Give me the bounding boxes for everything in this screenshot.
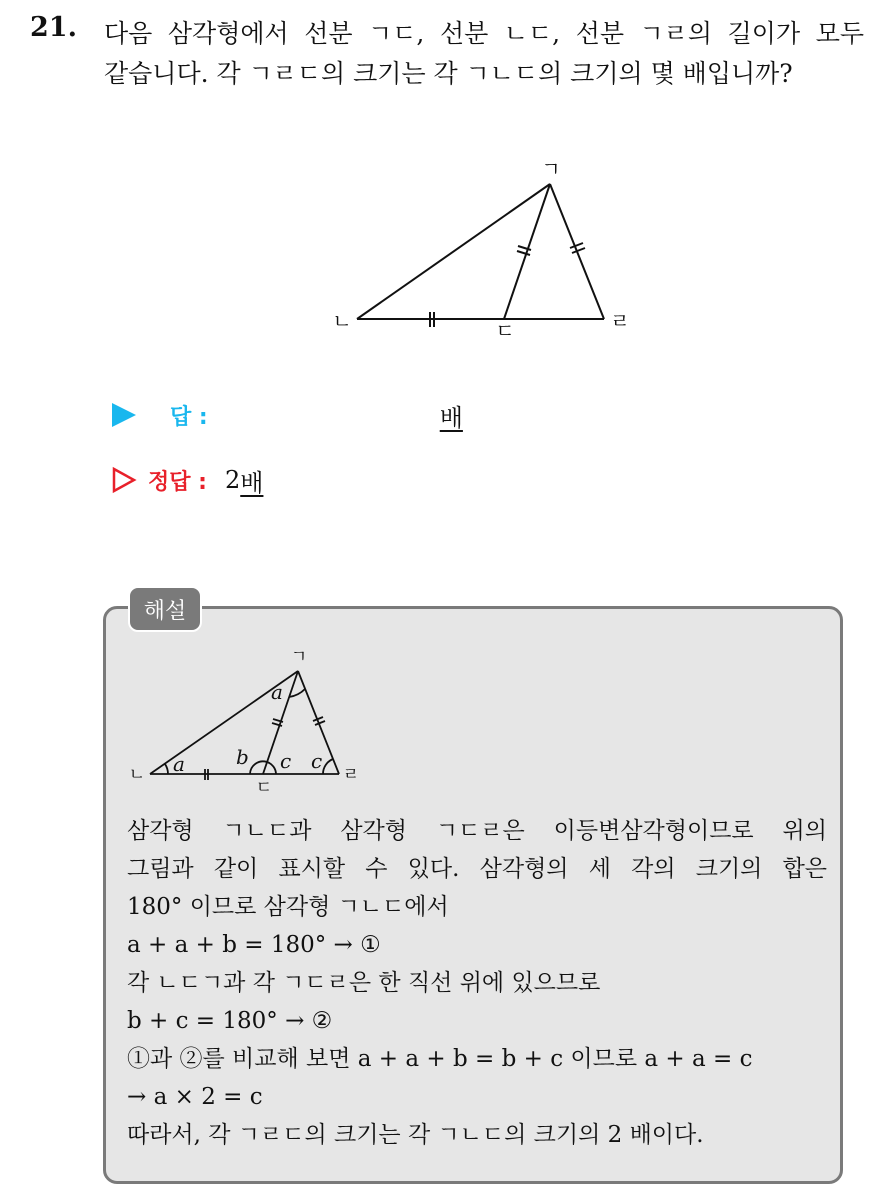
outline-triangle-icon <box>112 467 136 493</box>
solution-text <box>127 812 827 1154</box>
solution-line-7: ①과 ②를 비교해 보면 a + a + b = b + c 이므로 a + a = c <box>127 1046 753 1072</box>
side-gd <box>504 184 550 319</box>
sol-vertex-middle: ㄷ <box>255 778 273 798</box>
question-line-2: 같습니다. 각 ㄱㄹㄷ의 크기는 각 ㄱㄴㄷ의 크기의 몇 배입니까? <box>104 59 793 88</box>
correct-answer-row <box>112 460 263 500</box>
solution-line-3: 180° 이므로 삼각형 ㄱㄴㄷ에서 <box>127 894 449 920</box>
vertex-label-top: ㄱ <box>541 157 561 181</box>
side-gl <box>550 184 604 319</box>
solution-line-5: 각 ㄴㄷㄱ과 각 ㄱㄷㄹ은 한 직선 위에 있으므로 <box>127 970 601 996</box>
sol-vertex-top: ㄱ <box>290 647 308 667</box>
solution-line-2: 그림과 같이 표시할 수 있다. 삼각형의 세 각의 크기의 합은 <box>127 856 827 882</box>
answer-unit: 배 <box>439 403 463 432</box>
angle-label-b: b <box>236 745 249 769</box>
solution-line-8: → a × 2 = c <box>127 1084 263 1110</box>
angle-label-c-right: c <box>311 749 323 773</box>
question-line-1: 다음 삼각형에서 선분 ㄱㄷ, 선분 ㄴㄷ, 선분 ㄱㄹ의 길이가 모두 <box>104 19 864 48</box>
answer-label: 답 : <box>170 404 208 430</box>
tick-gl-2 <box>572 248 585 253</box>
question-number: 21. <box>30 12 77 43</box>
sol-vertex-left: ㄴ <box>128 765 146 785</box>
angle-label-a-left: a <box>173 752 185 776</box>
correct-value: 2 <box>224 466 241 494</box>
solution-line-4: a + a + b = 180° → ① <box>127 932 381 958</box>
sol-vertex-right: ㄹ <box>342 765 360 785</box>
correct-label: 정답 : <box>148 469 207 495</box>
side-gn <box>357 184 550 319</box>
solution-line-6: b + c = 180° → ② <box>127 1008 333 1034</box>
tick-gd-2 <box>517 251 530 255</box>
play-triangle-icon <box>112 403 136 427</box>
angle-label-c-middle: c <box>280 749 292 773</box>
tick-gl-1 <box>570 243 583 248</box>
angle-label-a-top: a <box>271 680 283 704</box>
solution-line-9: 따라서, 각 ㄱㄹㄷ의 크기는 각 ㄱㄴㄷ의 크기의 2 배이다. <box>127 1122 704 1148</box>
tick-gd-1 <box>518 246 531 250</box>
correct-unit: 배 <box>240 468 264 497</box>
solution-tab: 해설 <box>128 586 202 632</box>
vertex-label-right: ㄹ <box>610 309 630 333</box>
question-text <box>104 14 864 94</box>
vertex-label-middle: ㄷ <box>495 319 515 343</box>
vertex-label-left: ㄴ <box>332 309 352 333</box>
solution-line-1: 삼각형 ㄱㄴㄷ과 삼각형 ㄱㄷㄹ은 이등변삼각형이므로 위의 <box>127 818 827 844</box>
answer-row <box>112 395 463 435</box>
